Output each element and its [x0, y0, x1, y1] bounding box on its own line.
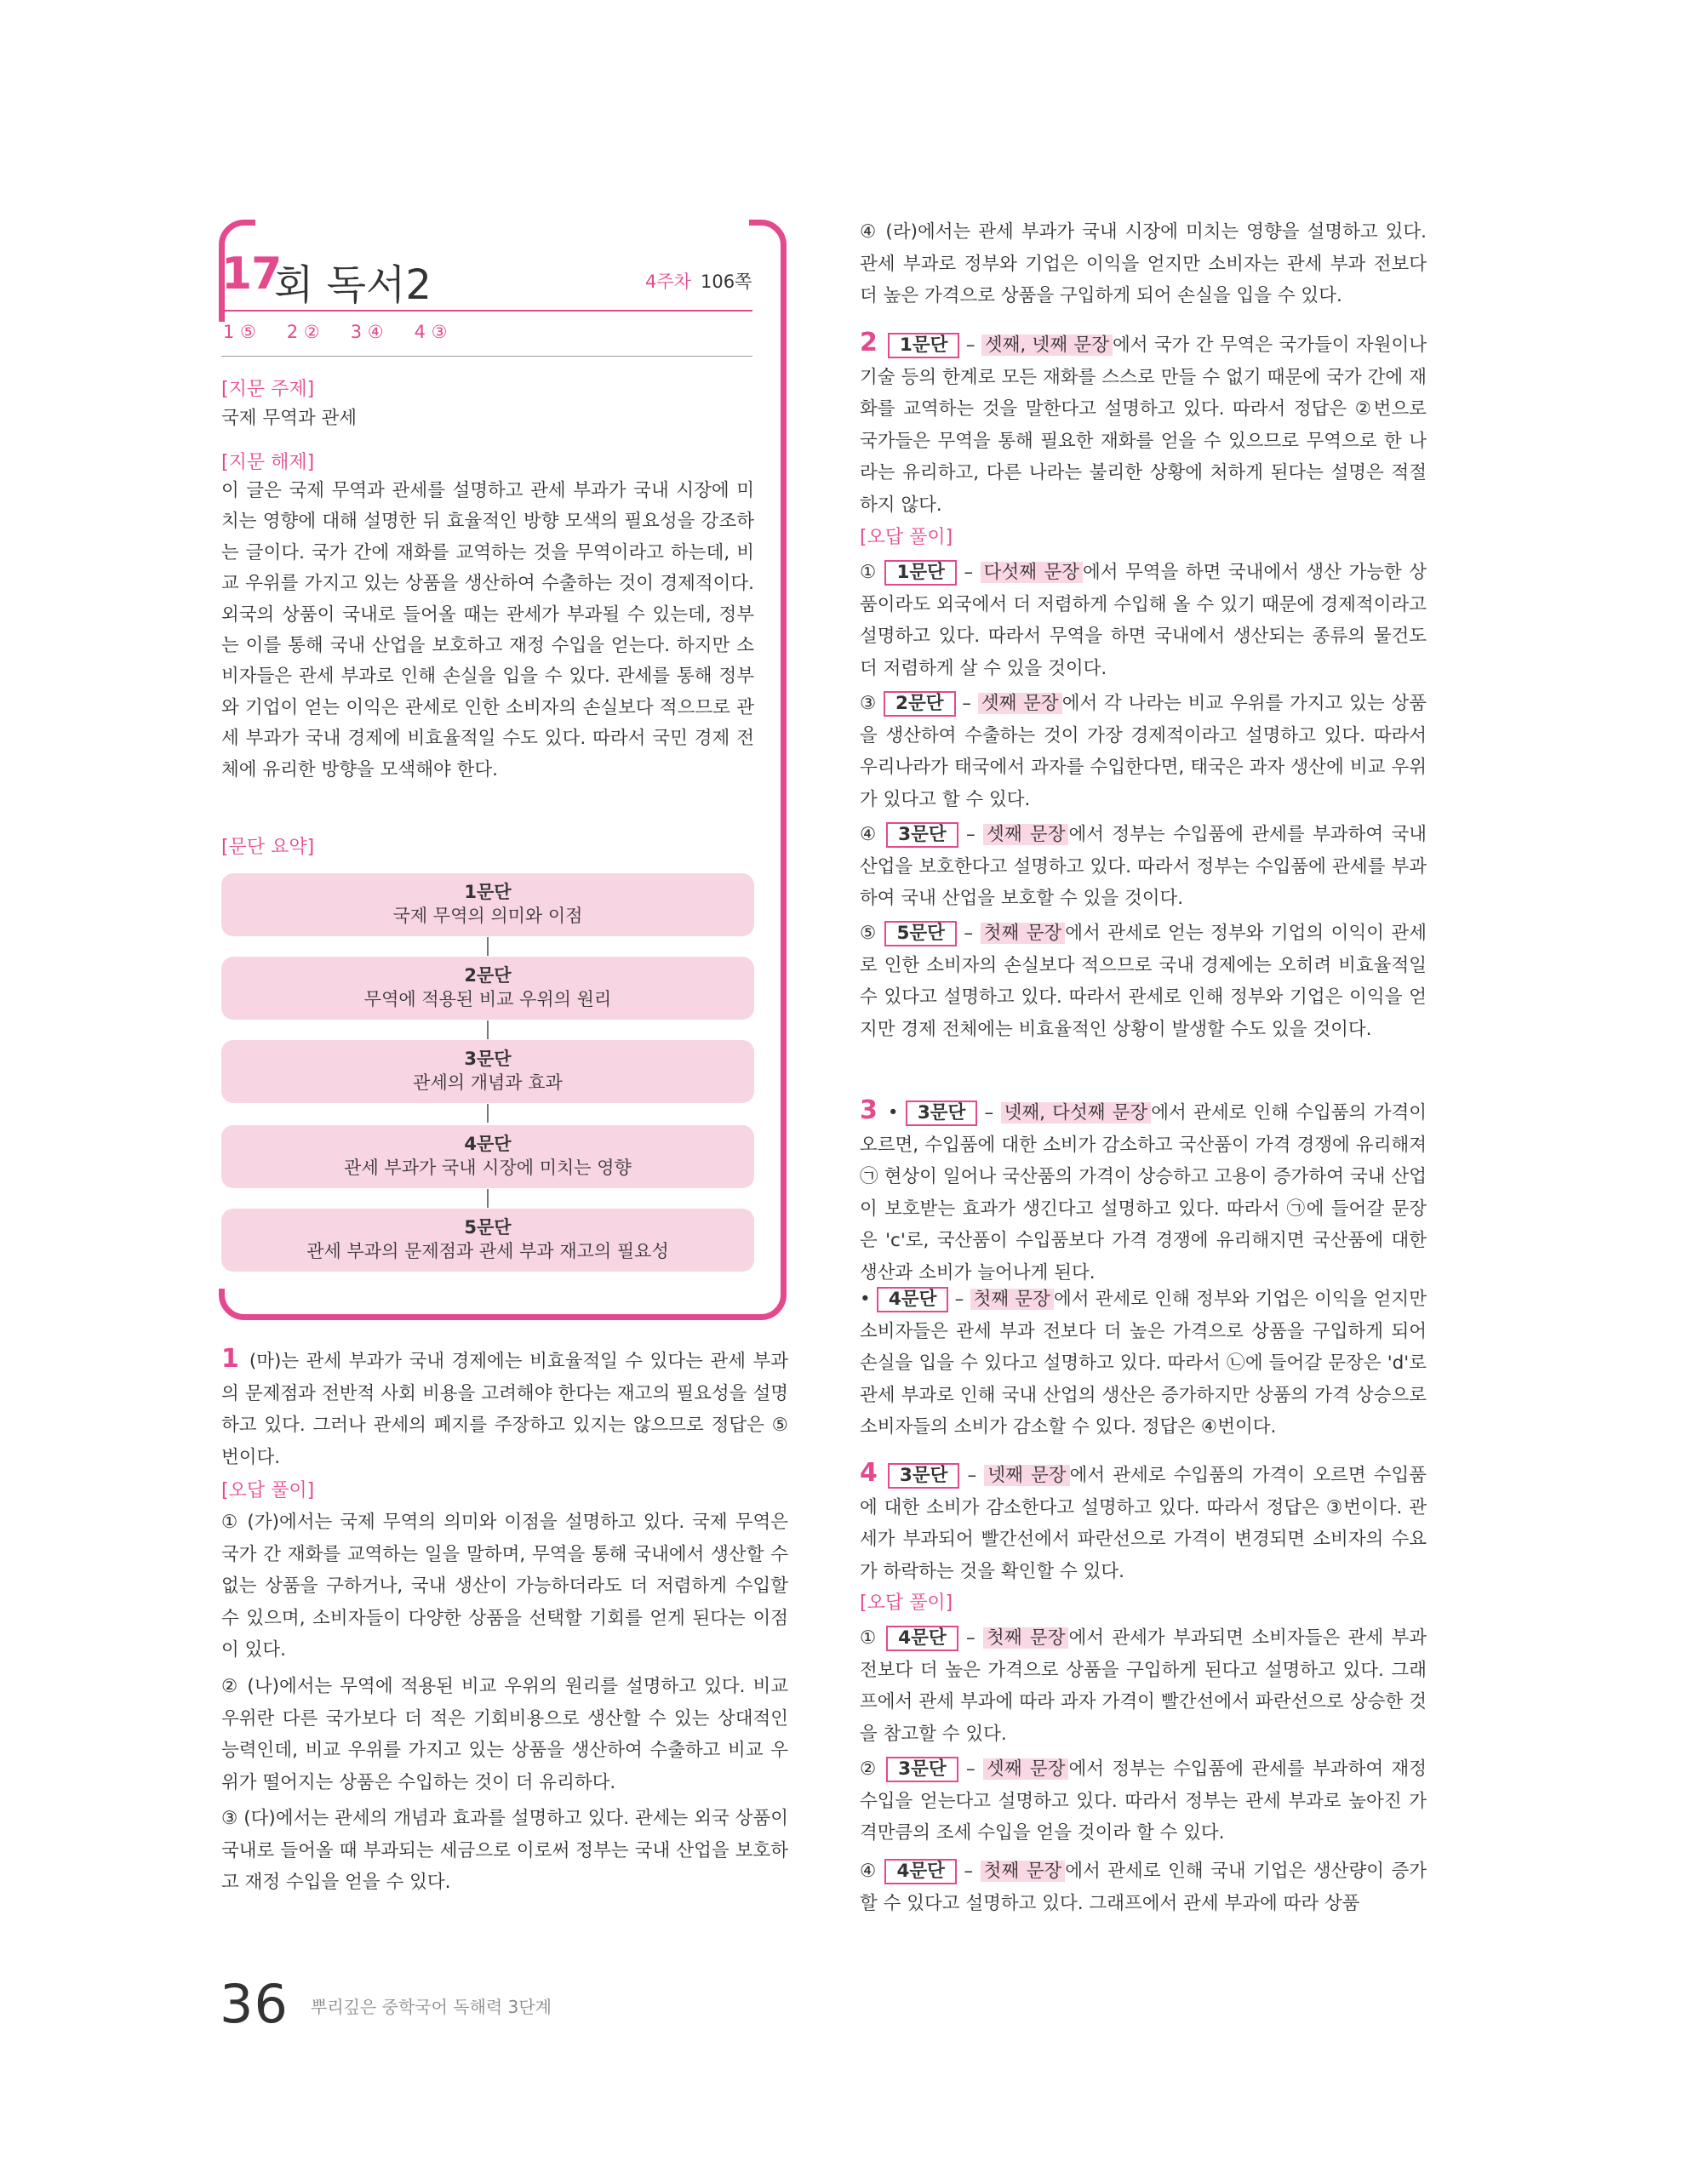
q1-body: (마)는 관세 부과가 국내 경제에는 비효율적일 수 있다는 관세 부과의 문제점과 전반적 사회 비용을 고려해야 한다는 재고의 필요성을 설명하고 있다. 그러나 관세의 폐지를 주장하고 있지는 않으므로 정답은 ⑤번이다. — [221, 1351, 788, 1468]
choice-marker: ④ — [860, 1861, 878, 1882]
paragraph-tag: 3문단 — [906, 1101, 978, 1126]
q1-explanation — [221, 1343, 788, 1473]
sentence-highlight: 셋째 문장 — [983, 824, 1068, 845]
analysis-text: 이 글은 국제 무역과 관세를 설명하고 관세 부과가 국내 시장에 미치는 영향에 대해 설명한 뒤 효율적인 방향 모색의 필요성을 강조하는 글이다. 국가 간에 재화를 교역하는 것을 무역이라고 하는데, 비교 우위를 가지고 있는 상품을 생산하여 수출하는 것이 경제적이다. 외국의 상품이 국내로 들어올 때는 관세가 부과될 수 있는데, 정부는 이를 통해 국내 산업을 보호하고 재정 수입을 얻는다. 하지만 소비자들은 관세 부과로 인해 손실을 입을 수 있다. 관세를 통해 정부와 기업이 얻는 이익은 관세로 인한 소비자의 손실보다 적으므로 관세 부과가 국내 경제에 비효율적일 수도 있다. 따라서 국민 경제 전체에 유리한 방향을 모색해야 한다. — [221, 480, 754, 780]
choice-body: 에서 정부는 수입품에 관세를 부과하여 재정 수입을 얻는다고 설명하고 있다. 따라서 정부는 관세 부과로 높아진 가격만큼의 조세 수입을 얻을 것이라 할 수 있다. — [860, 1758, 1427, 1844]
sentence-highlight: 첫째 문장 — [970, 1289, 1054, 1310]
paragraph-tag: 5문단 — [884, 921, 957, 946]
q1-wrong-1: ① (가)에서는 국제 무역의 의미와 이점을 설명하고 있다. 국제 무역은 국가 간 재화를 교역하는 일을 말하며, 무역을 통해 국내에서 생산할 수 없는 상품을 구하거나, 국내 생산이 가능하더라도 더 저렴하게 수입할 수 있으며, 소비자들이 다양한 상품을 선택할 기회를 얻게 된다는 이점이 있다. — [221, 1512, 788, 1661]
q2-highlight: 셋째, 넷째 문장 — [981, 334, 1113, 356]
title-divider — [221, 310, 752, 312]
choice-body: 에서 각 나라는 비교 우위를 가지고 있는 상품을 생산하여 수출하는 것이 가장 경제적이라고 설명하고 있다. 따라서 우리나라가 태국에서 과자를 수입한다면, 태국은 과자 생산에 비교 우위가 있다고 할 수 있다. — [860, 693, 1427, 810]
q1-number: 1 — [221, 1344, 239, 1374]
summary-head: 1문단 — [464, 882, 512, 902]
summary-box-3 — [221, 1040, 754, 1103]
q4-body: 에서 관세로 수입품의 가격이 오르면 수입품에 대한 소비가 감소한다고 설명하고 있다. 따라서 정답은 ③번이다. 관세가 부과되어 빨간선에서 파란선으로 가격이 변경되면 소비자의 수요가 하락하는 것을 확인할 수 있다. — [860, 1465, 1427, 1582]
bullet-body: 에서 관세로 인해 정부와 기업은 이익을 얻지만 소비자들은 관세 부과 전보다 더 높은 가격으로 상품을 구입하게 되어 손실을 입을 수 있다고 설명하고 있다. 따라서 ㉡에 들어갈 문장은 'd'로 관세 부과로 인해 국내 산업의 생산은 증가하지만 상품의 가격 상승으로 소비자들의 소비가 감소할 수 있다. 정답은 ④번이다. — [860, 1289, 1427, 1438]
q3-number: 3 — [860, 1095, 878, 1125]
analysis-label: [지문 해제] — [221, 452, 315, 473]
book-title: 뿌리깊은 중학국어 독해력 3단계 — [311, 1997, 552, 2017]
choice-marker: ④ — [860, 824, 878, 845]
q3-bullet-2: • 4문단 – 첫째 문장 에서 관세로 인해 정부와 기업은 이익을 얻지만 소비자들은 관세 부과 전보다 더 높은 가격으로 상품을 구입하게 되어 손실을 입을 수 있다고 설명하고 있다. 따라서 ㉡에 들어갈 문장은 'd'로 관세 부과로 인해 국내 산업의 생산은 증가하지만 상품의 가격 상승으로 소비자들의 소비가 감소할 수 있다. 정답은 ④번이다. — [860, 1289, 1427, 1438]
summary-label: [문단 요약] — [221, 837, 315, 858]
summary-head: 2문단 — [464, 965, 512, 986]
q2-wrong-4: ⑤ 5문단 – 첫째 문장 에서 관세로 얻는 정부와 기업의 이익이 관세로 인한 소비자의 손실보다 적으므로 국내 경제에는 오히려 비효율적일 수 있다고 설명하고 있다. 따라서 관세로 인해 정부와 기업은 이익을 얻지만 경제 전체에는 비효율적인 상황이 발생할 수도 있을 것이다. — [860, 923, 1427, 1040]
choice-body: 에서 관세로 인해 국내 기업은 생산량이 증가할 수 있다고 설명하고 있다. 그래프에서 관세 부과에 따라 상품 — [860, 1861, 1427, 1914]
summary-head: 3문단 — [464, 1049, 512, 1069]
sentence-highlight: 넷째, 다섯째 문장 — [1001, 1102, 1152, 1123]
q4-wrong-2: ② 3문단 – 셋째 문장 에서 정부는 수입품에 관세를 부과하여 재정 수입을 얻는다고 설명하고 있다. 따라서 정부는 관세 부과로 높아진 가격만큼의 조세 수입을 얻을 것이라 할 수 있다. — [860, 1758, 1427, 1844]
q2-body: 에서 국가 간 무역은 국가들이 자원이나 기술 등의 한계로 모든 재화를 스스로 만들 수 없기 때문에 국가 간에 재화를 교역하는 것을 말한다고 설명하고 있다. 따라서 정답은 ②번으로 국가들은 무역을 통해 필요한 재화를 얻을 수 있으므로 무역으로 한 나라는 유리하고, 다른 나라는 불리한 상황에 처하게 된다는 설명은 적절하지 않다. — [860, 334, 1427, 516]
bullet-body: 에서 관세로 인해 수입품의 가격이 오르면, 수입품에 대한 소비가 감소하고 국산품이 가격 경쟁에 유리해져 ㉠ 현상이 일어나 국산품의 가격이 상승하고 고용이 증가하여 국내 산업이 보호받는 효과가 생긴다고 설명하고 있다. 따라서 ㉠에 들어갈 문장은 'c'로, 국산품이 수입품보다 가격 경쟁에 유리해지면 국산품에 대한 생산과 소비가 늘어나게 된다. — [860, 1102, 1427, 1284]
summary-body: 국제 무역의 의미와 이점 — [392, 906, 583, 926]
summary-connector — [487, 937, 489, 956]
summary-body: 관세의 개념과 효과 — [413, 1072, 563, 1093]
summary-connector — [487, 1104, 489, 1123]
sentence-highlight: 넷째 문장 — [984, 1465, 1069, 1486]
q1-wrong-2: ② (나)에서는 무역에 적용된 비교 우위의 원리를 설명하고 있다. 비교 우위란 다른 국가보다 더 적은 기회비용으로 생산할 수 있는 상대적인 능력인데, 비교 우위를 가지고 있는 상품을 생산하여 수출하고 비교 우위가 떨어지는 상품은 수입하는 것이 더 유리하다. — [221, 1676, 788, 1793]
q2-number: 2 — [860, 328, 878, 357]
lesson-number: 17 — [221, 249, 282, 300]
sentence-highlight: 셋째 문장 — [983, 1758, 1068, 1780]
sentence-highlight: 첫째 문장 — [983, 1627, 1068, 1649]
summary-box-1 — [221, 873, 754, 936]
summary-connector — [487, 1021, 489, 1039]
q2-paragraph-tag: 1문단 — [888, 333, 960, 358]
topic-label: [지문 주제] — [221, 379, 315, 400]
q4-explanation: 4 3문단 – 넷째 문장 에서 관세로 수입품의 가격이 오르면 수입품에 대한 소비가 감소한다고 설명하고 있다. 따라서 정답은 ③번이다. 관세가 부과되어 빨간선에서 파란선으로 가격이 변경되면 소비자의 수요가 하락하는 것을 확인할 수 있다. — [860, 1458, 1427, 1582]
summary-box-4 — [221, 1125, 754, 1188]
q4-wrong-3: ④ 4문단 – 첫째 문장 에서 관세로 인해 국내 기업은 생산량이 증가할 수 있다고 설명하고 있다. 그래프에서 관세 부과에 따라 상품 — [860, 1861, 1427, 1914]
answer-1: 1 ⑤ — [223, 322, 256, 342]
paragraph-tag: 4문단 — [886, 1626, 958, 1651]
answer-box-gap-top — [255, 213, 749, 230]
sentence-highlight: 셋째 문장 — [978, 693, 1062, 714]
q4-number: 4 — [860, 1458, 878, 1488]
q2-dash: – — [959, 334, 981, 356]
q2-wrong-3: ④ 3문단 – 셋째 문장 에서 정부는 수입품에 관세를 부과하여 국내 산업을 보호한다고 설명하고 있다. 따라서 정부는 수입품에 관세를 부과하여 국내 산업을 보호할 수 있을 것이다. — [860, 824, 1427, 909]
week-label: 4주차 — [645, 272, 691, 292]
lesson-title: 회 독서2 — [274, 261, 432, 309]
sentence-highlight: 첫째 문장 — [981, 923, 1066, 944]
answer-key — [223, 322, 478, 342]
choice-body: 에서 관세가 부과되면 소비자들은 관세 부과 전보다 더 높은 가격으로 상품을 구입하게 된다고 설명하고 있다. 그래프에서 관세 부과에 따라 과자 가격이 빨간선에서 파란선으로 상승한 것을 참고할 수 있다. — [860, 1627, 1427, 1745]
choice-marker: ② — [860, 1758, 878, 1780]
summary-body: 무역에 적용된 비교 우위의 원리 — [363, 989, 612, 1009]
choice-marker: ⑤ — [860, 923, 878, 944]
q4-wrong-1: ① 4문단 – 첫째 문장 에서 관세가 부과되면 소비자들은 관세 부과 전보다 더 높은 가격으로 상품을 구입하게 된다고 설명하고 있다. 그래프에서 관세 부과에 따라 과자 가격이 빨간선에서 파란선으로 상승한 것을 참고할 수 있다. — [860, 1627, 1427, 1745]
paragraph-tag: 2문단 — [884, 691, 956, 717]
paragraph-tag: 3문단 — [886, 822, 958, 848]
summary-body: 관세 부과의 문제점과 관세 부과 재고의 필요성 — [306, 1241, 669, 1261]
paragraph-tag: 4문단 — [877, 1287, 949, 1312]
page-number: 36 — [220, 1973, 289, 2035]
choice-body: 에서 무역을 하면 국내에서 생산 가능한 상품이라도 외국에서 더 저렴하게 수입해 올 수 있기 때문에 경제적이라고 설명하고 있다. 따라서 무역을 하면 국내에서 생산되는 종류의 물건도 더 저렴하게 살 수 있을 것이다. — [860, 562, 1427, 679]
q2-wrong-label: [오답 풀이] — [860, 527, 953, 548]
q2-wrong-2: ③ 2문단 – 셋째 문장 에서 각 나라는 비교 우위를 가지고 있는 상품을 생산하여 수출하는 것이 가장 경제적이라고 설명하고 있다. 따라서 우리나라가 태국에서 과자를 수입한다면, 태국은 과자 생산에 비교 우위가 있다고 할 수 있다. — [860, 693, 1427, 810]
q3-bullet-1: 3 • 3문단 – 넷째, 다섯째 문장 에서 관세로 인해 수입품의 가격이 오르면, 수입품에 대한 소비가 감소하고 국산품이 가격 경쟁에 유리해져 ㉠ 현상이 일어나 국산품의 가격이 상승하고 고용이 증가하여 국내 산업이 보호받는 효과가 생긴다고 설명하고 있다. 따라서 ㉠에 들어갈 문장은 'c'로, 국산품이 수입품보다 가격 경쟁에 유리해지면 국산품에 대한 생산과 소비가 늘어나게 된다. — [860, 1095, 1427, 1284]
q4-wrong-label: [오답 풀이] — [860, 1592, 953, 1614]
sentence-highlight: 첫째 문장 — [981, 1861, 1066, 1882]
topic-text: 국제 무역과 관세 — [221, 408, 358, 429]
answer-divider — [221, 356, 752, 357]
choice-marker: ① — [860, 1627, 878, 1649]
q1-wrong-4: ④ (라)에서는 관세 부과가 국내 시장에 미치는 영향을 설명하고 있다. 관세 부과로 정부와 기업은 이익을 얻지만 소비자는 관세 부과 전보다 더 높은 가격으로 상품을 구입하게 되어 손실을 입을 수 있다. — [860, 221, 1427, 306]
sentence-highlight: 다섯째 문장 — [981, 562, 1083, 583]
q1-wrong-label: [오답 풀이] — [221, 1480, 315, 1501]
q2-wrong-1: ① 1문단 – 다섯째 문장 에서 무역을 하면 국내에서 생산 가능한 상품이라도 외국에서 더 저렴하게 수입해 올 수 있기 때문에 경제적이라고 설명하고 있다. 따라서 무역을 하면 국내에서 생산되는 종류의 물건도 더 저렴하게 살 수 있을 것이다. — [860, 562, 1427, 679]
choice-body: 에서 정부는 수입품에 관세를 부과하여 국내 산업을 보호한다고 설명하고 있다. 따라서 정부는 수입품에 관세를 부과하여 국내 산업을 보호할 수 있을 것이다. — [860, 824, 1427, 909]
summary-head: 5문단 — [464, 1217, 512, 1238]
q1-wrong-3: ③ (다)에서는 관세의 개념과 효과를 설명하고 있다. 관세는 외국 상품이 국내로 들어올 때 부과되는 세금으로 이로써 정부는 국내 산업을 보호하고 재정 수입을 얻을 수 있다. — [221, 1808, 788, 1893]
summary-body: 관세 부과가 국내 시장에 미치는 영향 — [344, 1158, 632, 1178]
choice-body: 에서 관세로 얻는 정부와 기업의 이익이 관세로 인한 소비자의 손실보다 적으므로 국내 경제에는 오히려 비효율적일 수 있다고 설명하고 있다. 따라서 관세로 인해 정부와 기업은 이익을 얻지만 경제 전체에는 비효율적인 상황이 발생할 수도 있을 것이다. — [860, 923, 1427, 1040]
paragraph-tag: 1문단 — [884, 560, 957, 586]
summary-head: 4문단 — [464, 1134, 512, 1154]
choice-marker: ③ — [860, 693, 878, 714]
q2-explanation — [860, 327, 1427, 521]
paragraph-tag: 3문단 — [888, 1463, 960, 1489]
summary-box-5 — [221, 1209, 754, 1272]
answer-3: 3 ④ — [350, 322, 384, 342]
answer-4: 4 ③ — [414, 322, 448, 342]
paragraph-tag: 4문단 — [884, 1859, 957, 1884]
paragraph-tag: 3문단 — [886, 1757, 958, 1782]
summary-connector — [487, 1189, 489, 1208]
page-reference: 106쪽 — [701, 272, 752, 292]
choice-marker: ① — [860, 562, 878, 583]
answer-2: 2 ② — [286, 322, 320, 342]
summary-box-2 — [221, 957, 754, 1020]
